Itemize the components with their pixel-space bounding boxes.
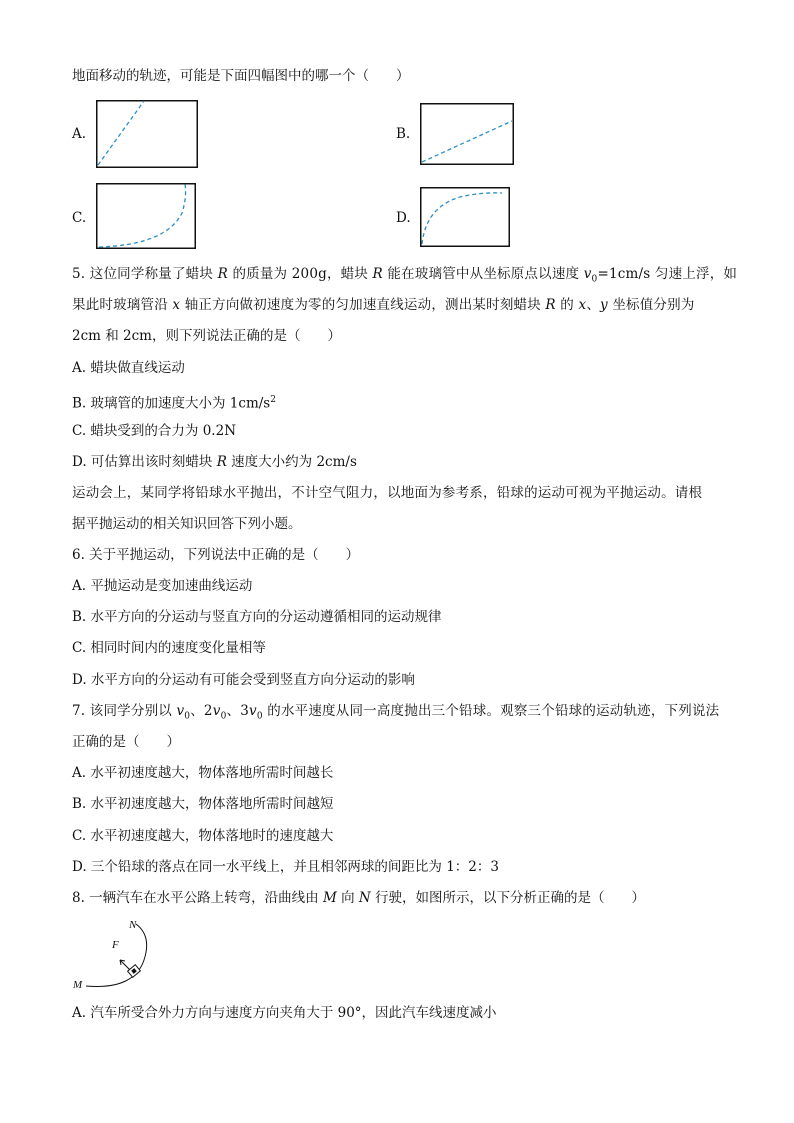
q5-stem-line3: 2cm 和 2cm，则下列说法正确的是（ ） [72,328,341,344]
q5-option-d: D. 可估算出该时刻蜡块 R 速度大小约为 2cm/s [72,454,357,470]
passage-line1: 运动会上，某同学将铅球水平抛出，不计空气阻力，以地面为参考系，铅球的运动可视为平抛运动。请根 [72,485,703,501]
q5-stem-line2: 果此时玻璃管沿 x 轴正方向做初速度为零的匀加速直线运动，测出某时刻蜡块 R 的 x、y 坐标值分别为 [72,297,695,313]
option-d-graph [420,187,510,247]
label-n: N [129,919,137,931]
q6-option-b: B. 水平方向的分运动与竖直方向的分运动遵循相同的运动规律 [72,609,442,625]
option-a-graph [96,100,198,168]
q7-stem-line1: 7. 该同学分别以 $v_0$、$2v_0$、$3v_0$ 的水平速度从同一高度抛出三个铅球。观察三个铅球的运动轨迹，下列说法 [72,703,720,722]
q7-option-a: A. 水平初速度越大，物体落地所需时间越长 [72,765,334,781]
q6-option-a: A. 平抛运动是变加速曲线运动 [72,578,253,594]
q5-option-a: A. 蜡块做直线运动 [72,360,185,376]
q5-option-c: C. 蜡块受到的合力为 0.2N [72,423,237,439]
q7-option-d: D. 三个铅球的落点在同一水平线上，并且相邻两球的间距比为 1：2：3 [72,859,499,875]
car-icon [128,965,141,978]
option-c-label: C. [72,210,87,226]
q6-option-c: C. 相同时间内的速度变化量相等 [72,640,266,656]
option-b-graph [420,103,514,165]
passage-line2: 据平抛运动的相关知识回答下列小题。 [72,516,302,532]
option-c-graph [96,183,196,249]
car-path-curve [86,924,147,986]
option-b-label: B. [396,126,411,142]
q7-option-b: B. 水平初速度越大，物体落地所需时间越短 [72,796,334,812]
car-turn-diagram [72,918,162,994]
q6-option-d: D. 水平方向的分运动有可能会受到竖直方向分运动的影响 [72,672,415,688]
label-f: F [112,939,119,951]
q8-option-a: A. 汽车所受合外力方向与速度方向夹角大于 90°，因此汽车线速度减小 [72,1005,497,1021]
option-d-label: D. [396,210,411,226]
q5-stem-line1: 5. 这位同学称量了蜡块 R 的质量为 200g，蜡块 R 能在玻璃管中从坐标原点以速度 $v_0=1cm/s$ 匀速上浮，如 [72,266,738,285]
q8-stem: 8. 一辆汽车在水平公路上转弯，沿曲线由 M 向 N 行驶，如图所示，以下分析正确的是（ ） [72,890,645,906]
q6-stem: 6. 关于平抛运动，下列说法中正确的是（ ） [72,547,360,563]
q7-option-c: C. 水平初速度越大，物体落地时的速度越大 [72,828,334,844]
q5-option-b: B. 玻璃管的加速度大小为 $1cm/s^2$ [72,395,276,412]
q7-stem-line2: 正确的是（ ） [72,734,180,750]
label-m: M [73,979,83,991]
option-a-label: A. [72,126,87,142]
intro-line: 地面移动的轨迹，可能是下面四幅图中的哪一个（ ） [72,68,410,84]
